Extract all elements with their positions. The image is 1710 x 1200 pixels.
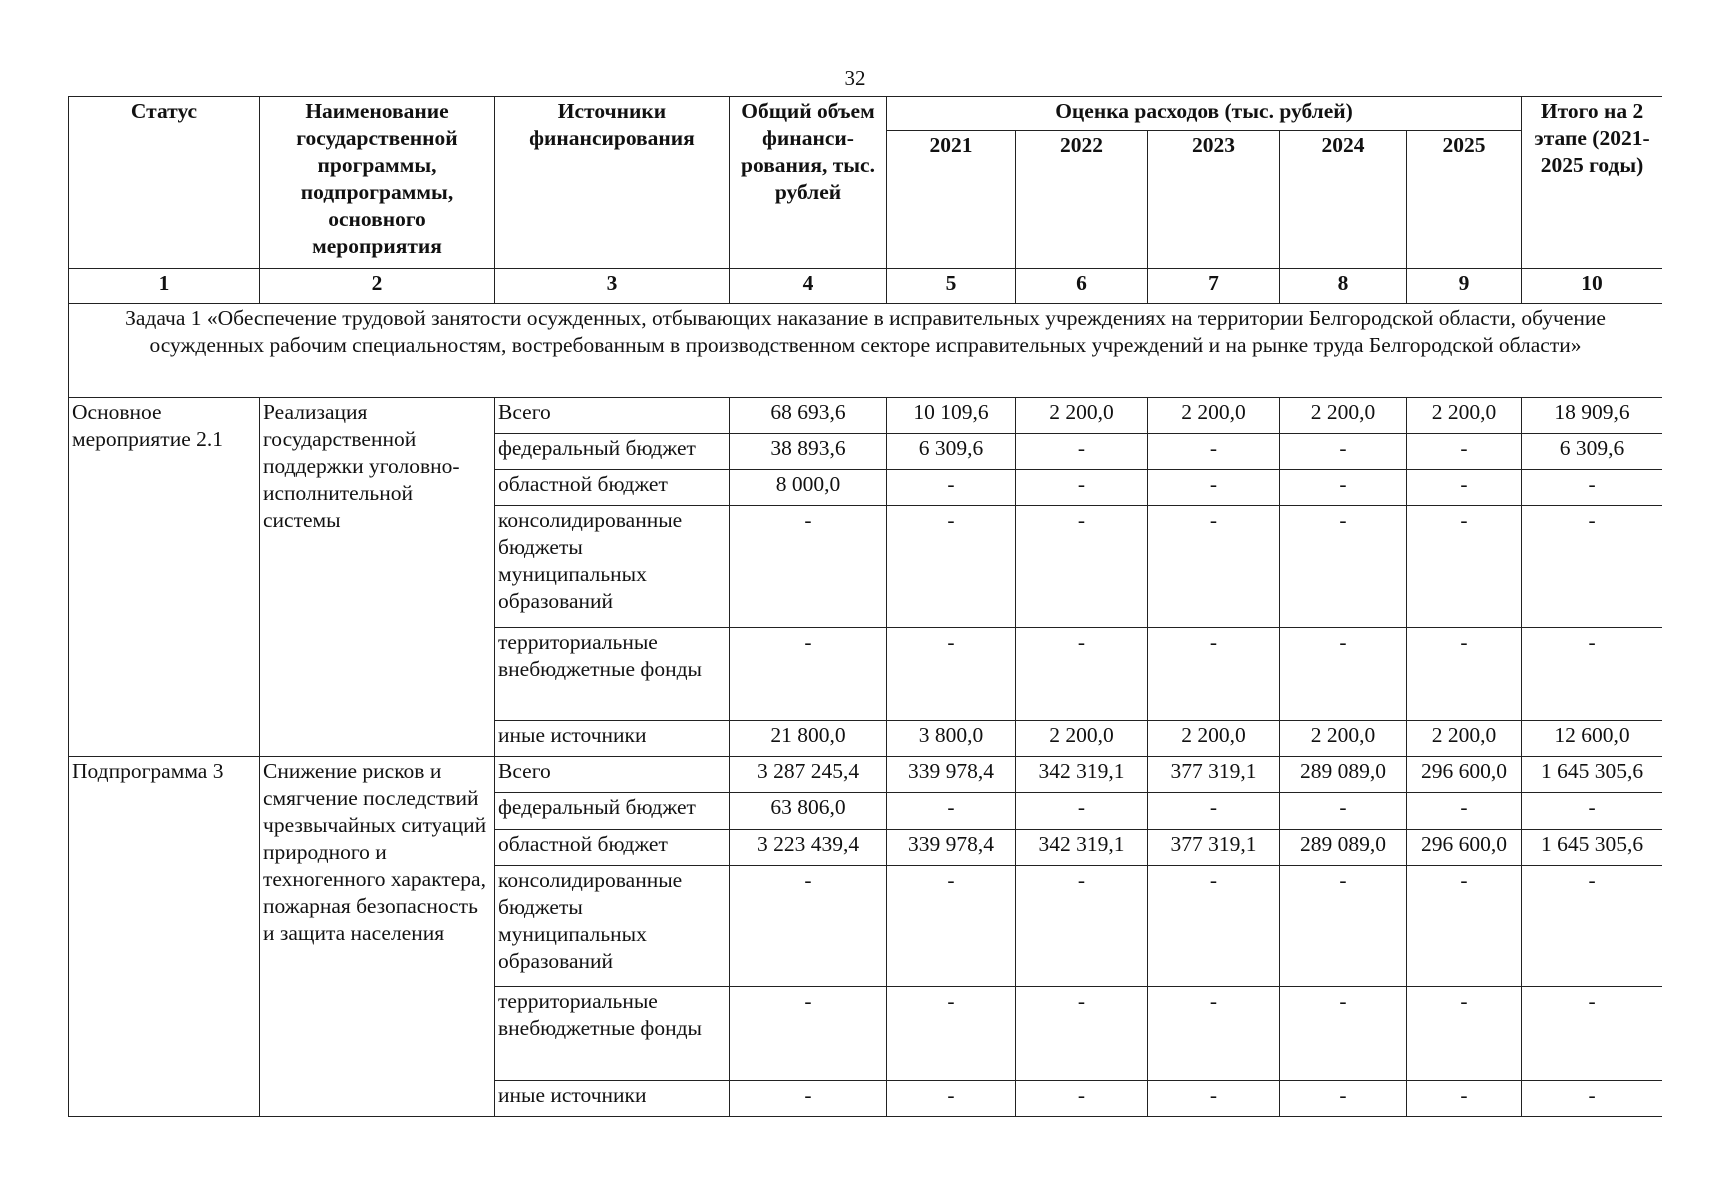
value-cell: 377 319,1	[1148, 829, 1280, 865]
value-cell: 3 223 439,4	[730, 829, 887, 865]
value-cell: -	[1016, 505, 1148, 627]
source-cell: областной бюджет	[495, 829, 730, 865]
value-cell: 296 600,0	[1407, 757, 1522, 793]
value-cell: 377 319,1	[1148, 757, 1280, 793]
source-cell: областной бюджет	[495, 469, 730, 505]
financing-table-wrapper	[68, 96, 1662, 1117]
source-cell: Всего	[495, 397, 730, 433]
header-stage-total: Итого на 2 этапе (2021-2025 годы)	[1522, 97, 1662, 269]
value-cell: -	[887, 865, 1016, 987]
value-cell: -	[887, 505, 1016, 627]
status-cell: Подпрограмма 3	[69, 757, 260, 1117]
source-cell: иные источники	[495, 721, 730, 757]
value-cell: 6 309,6	[887, 433, 1016, 469]
value-cell: -	[730, 505, 887, 627]
column-number: 5	[887, 269, 1016, 304]
value-cell: -	[730, 627, 887, 721]
header-estimate: Оценка расходов (тыс. рублей)	[887, 97, 1522, 131]
value-cell: 2 200,0	[1148, 397, 1280, 433]
header-year: 2025	[1407, 131, 1522, 269]
value-cell: -	[1016, 987, 1148, 1081]
value-cell: 339 978,4	[887, 829, 1016, 865]
value-cell: 3 800,0	[887, 721, 1016, 757]
column-number: 1	[69, 269, 260, 304]
status-cell: Основное мероприятие 2.1	[69, 397, 260, 757]
value-cell: 342 319,1	[1016, 757, 1148, 793]
value-cell: -	[1016, 627, 1148, 721]
financing-table	[68, 96, 1662, 1117]
source-cell: консолидированные бюджеты муниципальных образований	[495, 505, 730, 627]
table-row	[69, 397, 1663, 433]
value-cell: -	[1522, 1080, 1662, 1116]
value-cell: 342 319,1	[1016, 829, 1148, 865]
value-cell: -	[1016, 865, 1148, 987]
value-cell: -	[1407, 793, 1522, 829]
task-row	[69, 304, 1663, 398]
value-cell: -	[1280, 505, 1407, 627]
source-cell: консолидированные бюджеты муниципальных образований	[495, 865, 730, 987]
program-name-cell: Реализация государственной поддержки уголовно-исполнительной системы	[260, 397, 495, 757]
value-cell: -	[730, 865, 887, 987]
column-number: 9	[1407, 269, 1522, 304]
value-cell: 2 200,0	[1280, 721, 1407, 757]
header-year: 2022	[1016, 131, 1148, 269]
value-cell: -	[1522, 505, 1662, 627]
value-cell: -	[1016, 1080, 1148, 1116]
value-cell: -	[1407, 433, 1522, 469]
value-cell: 2 200,0	[1407, 397, 1522, 433]
value-cell: -	[1522, 469, 1662, 505]
value-cell: 12 600,0	[1522, 721, 1662, 757]
source-cell: федеральный бюджет	[495, 433, 730, 469]
value-cell: -	[1280, 1080, 1407, 1116]
value-cell: -	[1148, 793, 1280, 829]
value-cell: 6 309,6	[1522, 433, 1662, 469]
value-cell: 289 089,0	[1280, 829, 1407, 865]
header-name: Наименование государственной программы, подпрограммы, основного мероприятия	[260, 97, 495, 269]
header-row-top	[69, 97, 1663, 131]
value-cell: 2 200,0	[1280, 397, 1407, 433]
value-cell: -	[1280, 433, 1407, 469]
column-number: 6	[1016, 269, 1148, 304]
value-cell: 18 909,6	[1522, 397, 1662, 433]
header-total: Общий объем финанси-рования, тыс. рублей	[730, 97, 887, 269]
source-cell: федеральный бюджет	[495, 793, 730, 829]
source-cell: территориальные внебюджетные фонды	[495, 627, 730, 721]
value-cell: -	[1016, 793, 1148, 829]
value-cell: 289 089,0	[1280, 757, 1407, 793]
value-cell: 296 600,0	[1407, 829, 1522, 865]
value-cell: 21 800,0	[730, 721, 887, 757]
value-cell: 339 978,4	[887, 757, 1016, 793]
value-cell: -	[1148, 987, 1280, 1081]
column-number: 4	[730, 269, 887, 304]
column-number-row	[69, 269, 1663, 304]
value-cell: -	[887, 987, 1016, 1081]
value-cell: 2 200,0	[1407, 721, 1522, 757]
value-cell: -	[1016, 469, 1148, 505]
header-year: 2021	[887, 131, 1016, 269]
column-number: 2	[260, 269, 495, 304]
value-cell: -	[1280, 469, 1407, 505]
value-cell: -	[1522, 627, 1662, 721]
value-cell: -	[1148, 505, 1280, 627]
value-cell: -	[1280, 987, 1407, 1081]
value-cell: -	[1148, 1080, 1280, 1116]
value-cell: -	[1016, 433, 1148, 469]
value-cell: 2 200,0	[1016, 397, 1148, 433]
value-cell: -	[1280, 865, 1407, 987]
task-title: Задача 1 «Обеспечение трудовой занятости осужденных, отбывающих наказание в исправительных учреждениях на территории Белгородской области, обучение осужденных рабочим специальностям, востребованным в производственном секторе исправительных учреждений и на рынке труда Белгородской области»	[69, 304, 1663, 398]
table-row	[69, 757, 1663, 793]
value-cell: 38 893,6	[730, 433, 887, 469]
value-cell: 2 200,0	[1148, 721, 1280, 757]
value-cell: -	[1522, 865, 1662, 987]
column-number: 10	[1522, 269, 1662, 304]
header-status: Статус	[69, 97, 260, 269]
value-cell: 63 806,0	[730, 793, 887, 829]
header-year: 2024	[1280, 131, 1407, 269]
value-cell: 3 287 245,4	[730, 757, 887, 793]
column-number: 3	[495, 269, 730, 304]
source-cell: территориальные внебюджетные фонды	[495, 987, 730, 1081]
source-cell: Всего	[495, 757, 730, 793]
value-cell: 68 693,6	[730, 397, 887, 433]
value-cell: 8 000,0	[730, 469, 887, 505]
column-number: 7	[1148, 269, 1280, 304]
value-cell: -	[1407, 469, 1522, 505]
value-cell: -	[1148, 865, 1280, 987]
value-cell: -	[1407, 865, 1522, 987]
value-cell: 1 645 305,6	[1522, 757, 1662, 793]
value-cell: -	[887, 793, 1016, 829]
value-cell: -	[1522, 987, 1662, 1081]
value-cell: 10 109,6	[887, 397, 1016, 433]
value-cell: -	[1280, 793, 1407, 829]
header-sources: Источники финансирования	[495, 97, 730, 269]
header-year: 2023	[1148, 131, 1280, 269]
value-cell: -	[887, 627, 1016, 721]
page-number: 32	[844, 66, 866, 90]
value-cell: -	[1407, 627, 1522, 721]
value-cell: -	[1280, 627, 1407, 721]
value-cell: -	[1148, 627, 1280, 721]
value-cell: -	[1407, 987, 1522, 1081]
value-cell: -	[1148, 433, 1280, 469]
value-cell: 2 200,0	[1016, 721, 1148, 757]
value-cell: -	[730, 987, 887, 1081]
value-cell: -	[1148, 469, 1280, 505]
program-name-cell: Снижение рисков и смягчение последствий чрезвычайных ситуаций природного и техногенного характера, пожарная безопасность и защита населения	[260, 757, 495, 1117]
column-number: 8	[1280, 269, 1407, 304]
value-cell: -	[887, 1080, 1016, 1116]
value-cell: -	[1407, 505, 1522, 627]
value-cell: -	[1407, 1080, 1522, 1116]
source-cell: иные источники	[495, 1080, 730, 1116]
value-cell: 1 645 305,6	[1522, 829, 1662, 865]
value-cell: -	[730, 1080, 887, 1116]
value-cell: -	[1522, 793, 1662, 829]
value-cell: -	[887, 469, 1016, 505]
